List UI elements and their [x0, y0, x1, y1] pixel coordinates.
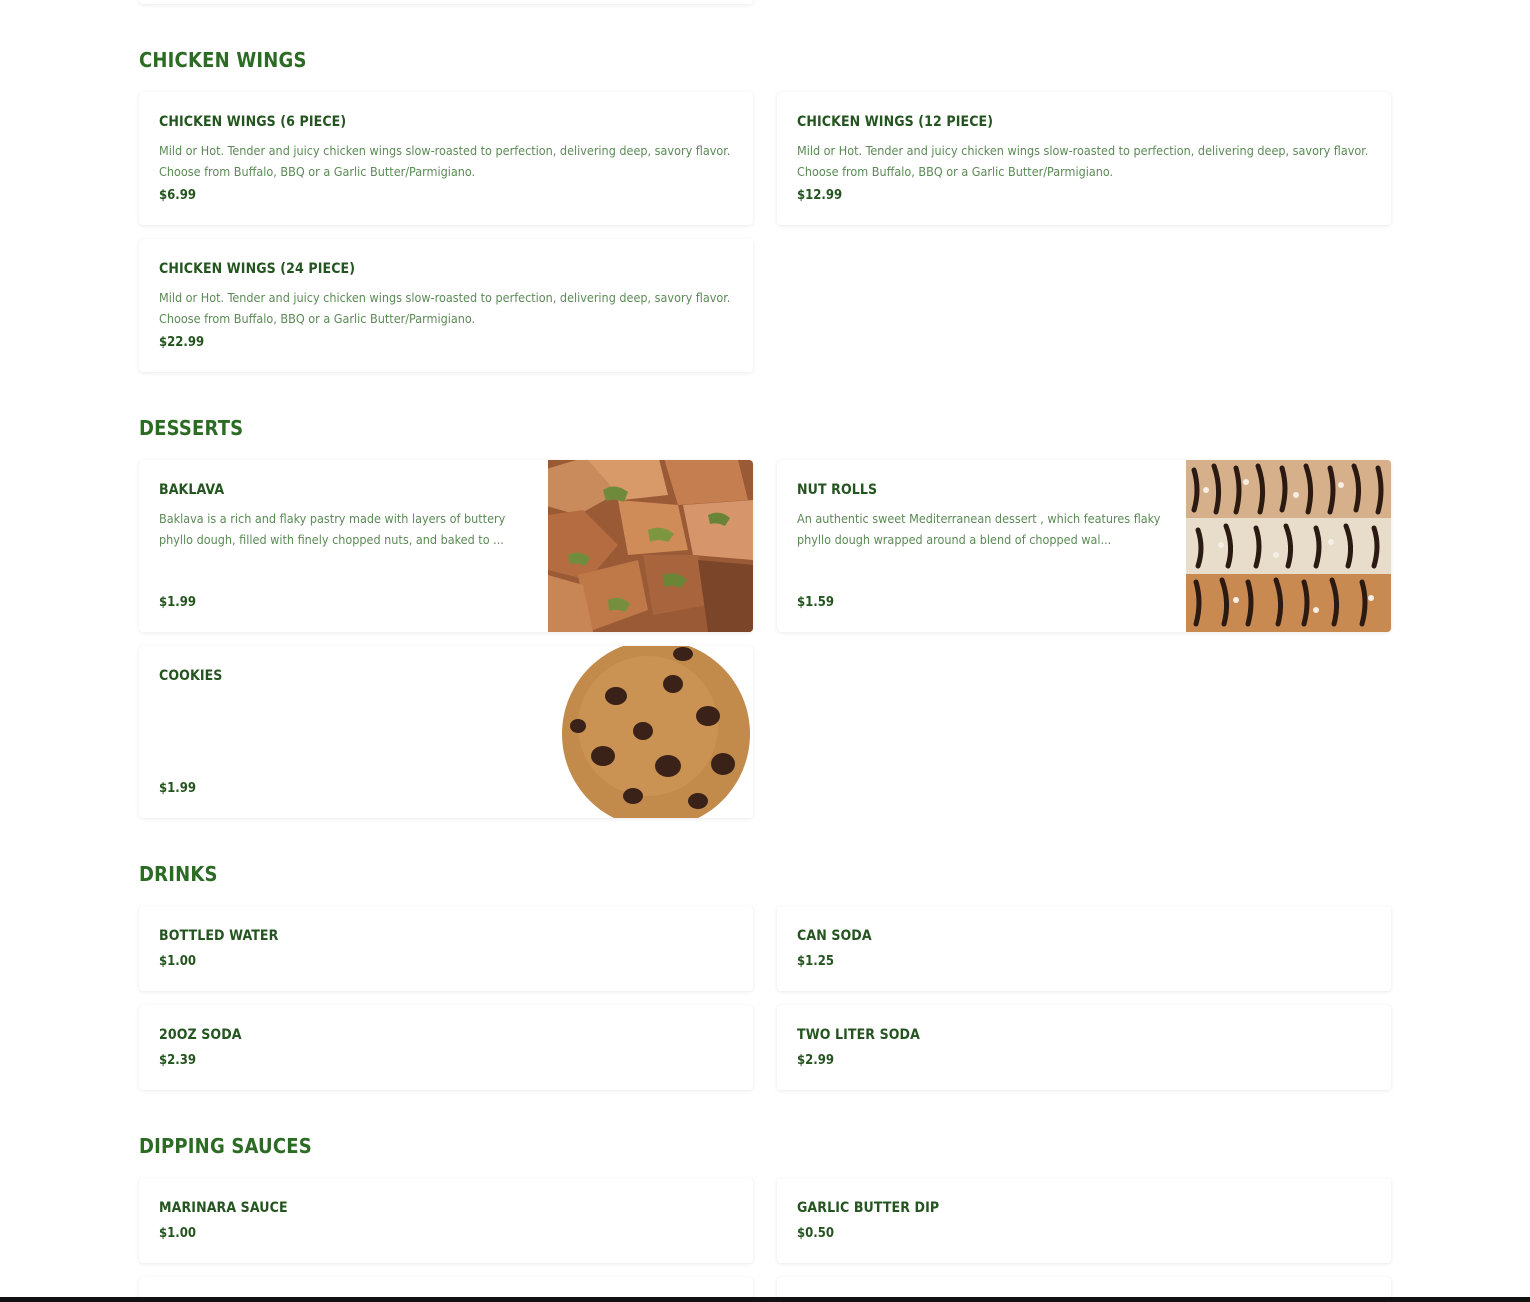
menu-item-card[interactable] [777, 1005, 1391, 1090]
baklava-photo [548, 460, 753, 632]
item-price: $6.99 [159, 188, 196, 203]
item-price: $1.00 [159, 1226, 196, 1241]
menu-item-card[interactable] [139, 1178, 753, 1263]
cookie-photo [548, 646, 753, 818]
nut-rolls-photo [1186, 460, 1391, 632]
item-price: $2.99 [797, 1053, 834, 1068]
item-price: $2.39 [159, 1053, 196, 1068]
item-price: $12.99 [797, 188, 843, 203]
item-name: BAKLAVA [159, 482, 225, 498]
menu-item-card[interactable] [139, 460, 753, 632]
item-name: CAN SODA [797, 928, 872, 944]
section-title-chicken-wings: CHICKEN WINGS [139, 48, 307, 72]
item-description: Mild or Hot. Tender and juicy chicken wings slow-roasted to perfection, delivering deep, savory flavor. Choose from Buffalo, BBQ or a Garlic Butter/Parmigiano. [797, 143, 1369, 179]
bottom-bar [0, 1297, 1530, 1302]
section-title-dipping-sauces: DIPPING SAUCES [139, 1134, 312, 1158]
item-name: 20OZ SODA [159, 1027, 242, 1043]
item-name: CHICKEN WINGS (24 PIECE) [159, 261, 356, 277]
section-title-desserts: DESSERTS [139, 416, 244, 440]
menu-item-card[interactable] [139, 906, 753, 991]
item-price: $1.59 [797, 595, 834, 610]
menu-item-card[interactable] [777, 92, 1391, 225]
item-name: COOKIES [159, 668, 223, 684]
menu-item-card[interactable] [139, 1005, 753, 1090]
item-description: Baklava is a rich and flaky pastry made with layers of buttery phyllo dough, filled with finely chopped nuts, and baked to ... [159, 511, 506, 547]
item-name: GARLIC BUTTER DIP [797, 1200, 940, 1216]
item-description: An authentic sweet Mediterranean dessert , which features flaky phyllo dough wrapped around a blend of chopped wal... [797, 511, 1161, 547]
item-description: Mild or Hot. Tender and juicy chicken wings slow-roasted to perfection, delivering deep, savory flavor. Choose from Buffalo, BBQ or a Garlic Butter/Parmigiano. [159, 143, 731, 179]
menu-item-card[interactable] [139, 239, 753, 372]
menu-item-card[interactable] [777, 1178, 1391, 1263]
item-price: $1.99 [159, 781, 196, 796]
menu-item-card[interactable] [139, 646, 753, 818]
item-price: $1.25 [797, 954, 834, 969]
item-price: $22.99 [159, 335, 205, 350]
item-name: CHICKEN WINGS (6 PIECE) [159, 114, 347, 130]
item-price: $1.00 [159, 954, 196, 969]
item-name: BOTTLED WATER [159, 928, 279, 944]
menu-item-card[interactable] [777, 906, 1391, 991]
section-title-drinks: DRINKS [139, 862, 218, 886]
menu-item-card-partial[interactable] [139, 0, 753, 4]
item-description: Mild or Hot. Tender and juicy chicken wings slow-roasted to perfection, delivering deep, savory flavor. Choose from Buffalo, BBQ or a Garlic Butter/Parmigiano. [159, 290, 731, 326]
item-price: $1.99 [159, 595, 196, 610]
item-name: TWO LITER SODA [797, 1027, 920, 1043]
menu-item-card[interactable] [777, 460, 1391, 632]
item-name: MARINARA SAUCE [159, 1200, 288, 1216]
item-price: $0.50 [797, 1226, 834, 1241]
item-name: CHICKEN WINGS (12 PIECE) [797, 114, 994, 130]
menu-item-card[interactable] [139, 92, 753, 225]
item-name: NUT ROLLS [797, 482, 878, 498]
